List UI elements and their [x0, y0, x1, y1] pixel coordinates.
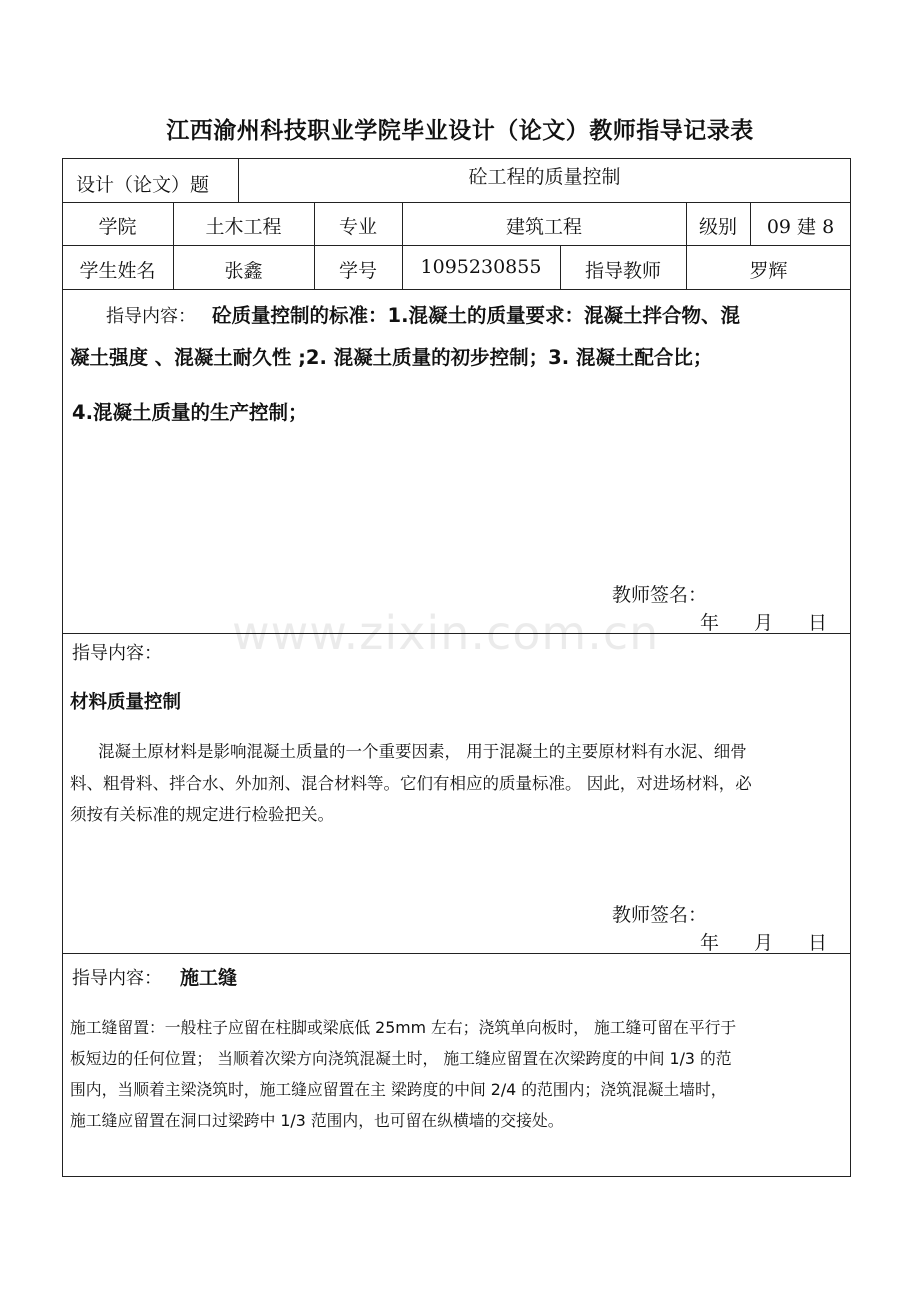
student-id-value: 1095230855: [420, 256, 542, 278]
grade-label: 级别: [698, 216, 737, 238]
student-id-label: 学号: [338, 260, 377, 282]
guidance-text: 凝土强度 、混凝土耐久性 ;2. 混凝土质量的初步控制；3. 混凝土配合比；: [70, 346, 713, 369]
guidance-text: 料、粗骨料、拌合水、外加剂、混合材料等。它们有相应的质量标准。 因此，对进场材料，必: [70, 774, 752, 793]
college-value: 土木工程: [205, 216, 282, 238]
date-month-label: 月: [754, 612, 774, 634]
topic-label: 设计（论文）题: [76, 174, 210, 196]
guidance-text: 施工缝应留置在洞口过梁跨中 1/3 范围内，也可留在纵横墙的交接处。: [70, 1111, 564, 1130]
guidance-text: 4.混凝土质量的生产控制；: [72, 401, 308, 424]
row-divider: [62, 289, 851, 290]
guidance-text: 板短边的任何位置； 当顺着次梁方向浇筑混凝土时， 施工缝应留置在次梁跨度的中间 1/3 的范: [70, 1049, 732, 1068]
guidance-text: 须按有关标准的规定进行检验把关。: [70, 805, 334, 824]
row-divider: [62, 953, 851, 954]
advisor-label: 指导教师: [584, 260, 661, 282]
college-label: 学院: [98, 216, 137, 238]
student-name-label: 学生姓名: [79, 260, 156, 282]
major-value: 建筑工程: [505, 216, 582, 238]
guidance-text: 砼质量控制的标准：1.混凝土的质量要求：混凝土拌合物、混: [212, 304, 740, 327]
guidance-label: 指导内容：: [72, 643, 162, 664]
row-divider: [62, 202, 851, 203]
watermark: www.zixin.com.cn: [232, 606, 660, 660]
teacher-signature-label: 教师签名：: [612, 584, 708, 606]
guidance-label: 指导内容：: [106, 306, 196, 327]
topic-value: 砼工程的质量控制: [468, 166, 621, 188]
guidance-text: 混凝土原材料是影响混凝土质量的一个重要因素， 用于混凝土的主要原材料有水泥、细骨: [98, 742, 747, 761]
section-heading: 施工缝: [180, 967, 238, 989]
date-month-label: 月: [754, 932, 774, 954]
date-day-label: 日: [808, 932, 828, 954]
date-year-label: 年: [700, 932, 720, 954]
guidance-text: 围内，当顺着主梁浇筑时，施工缝应留置在主 梁跨度的中间 2/4 的范围内；浇筑混凝土墙时，: [70, 1080, 727, 1099]
document-title: 江西渝州科技职业学院毕业设计（论文）教师指导记录表: [166, 118, 754, 144]
guidance-label: 指导内容：: [72, 968, 162, 989]
section-heading: 材料质量控制: [70, 692, 182, 713]
date-day-label: 日: [808, 612, 828, 634]
advisor-value: 罗辉: [749, 260, 788, 282]
major-label: 专业: [338, 216, 377, 238]
date-year-label: 年: [700, 612, 720, 634]
teacher-signature-label: 教师签名：: [612, 904, 708, 926]
guidance-text: 施工缝留置：一般柱子应留在柱脚或梁底低 25mm 左右；浇筑单向板时， 施工缝可留在平行于: [70, 1018, 737, 1037]
row-divider: [62, 245, 851, 246]
student-name-value: 张鑫: [224, 260, 263, 282]
grade-value: 09 建 8: [766, 216, 835, 238]
